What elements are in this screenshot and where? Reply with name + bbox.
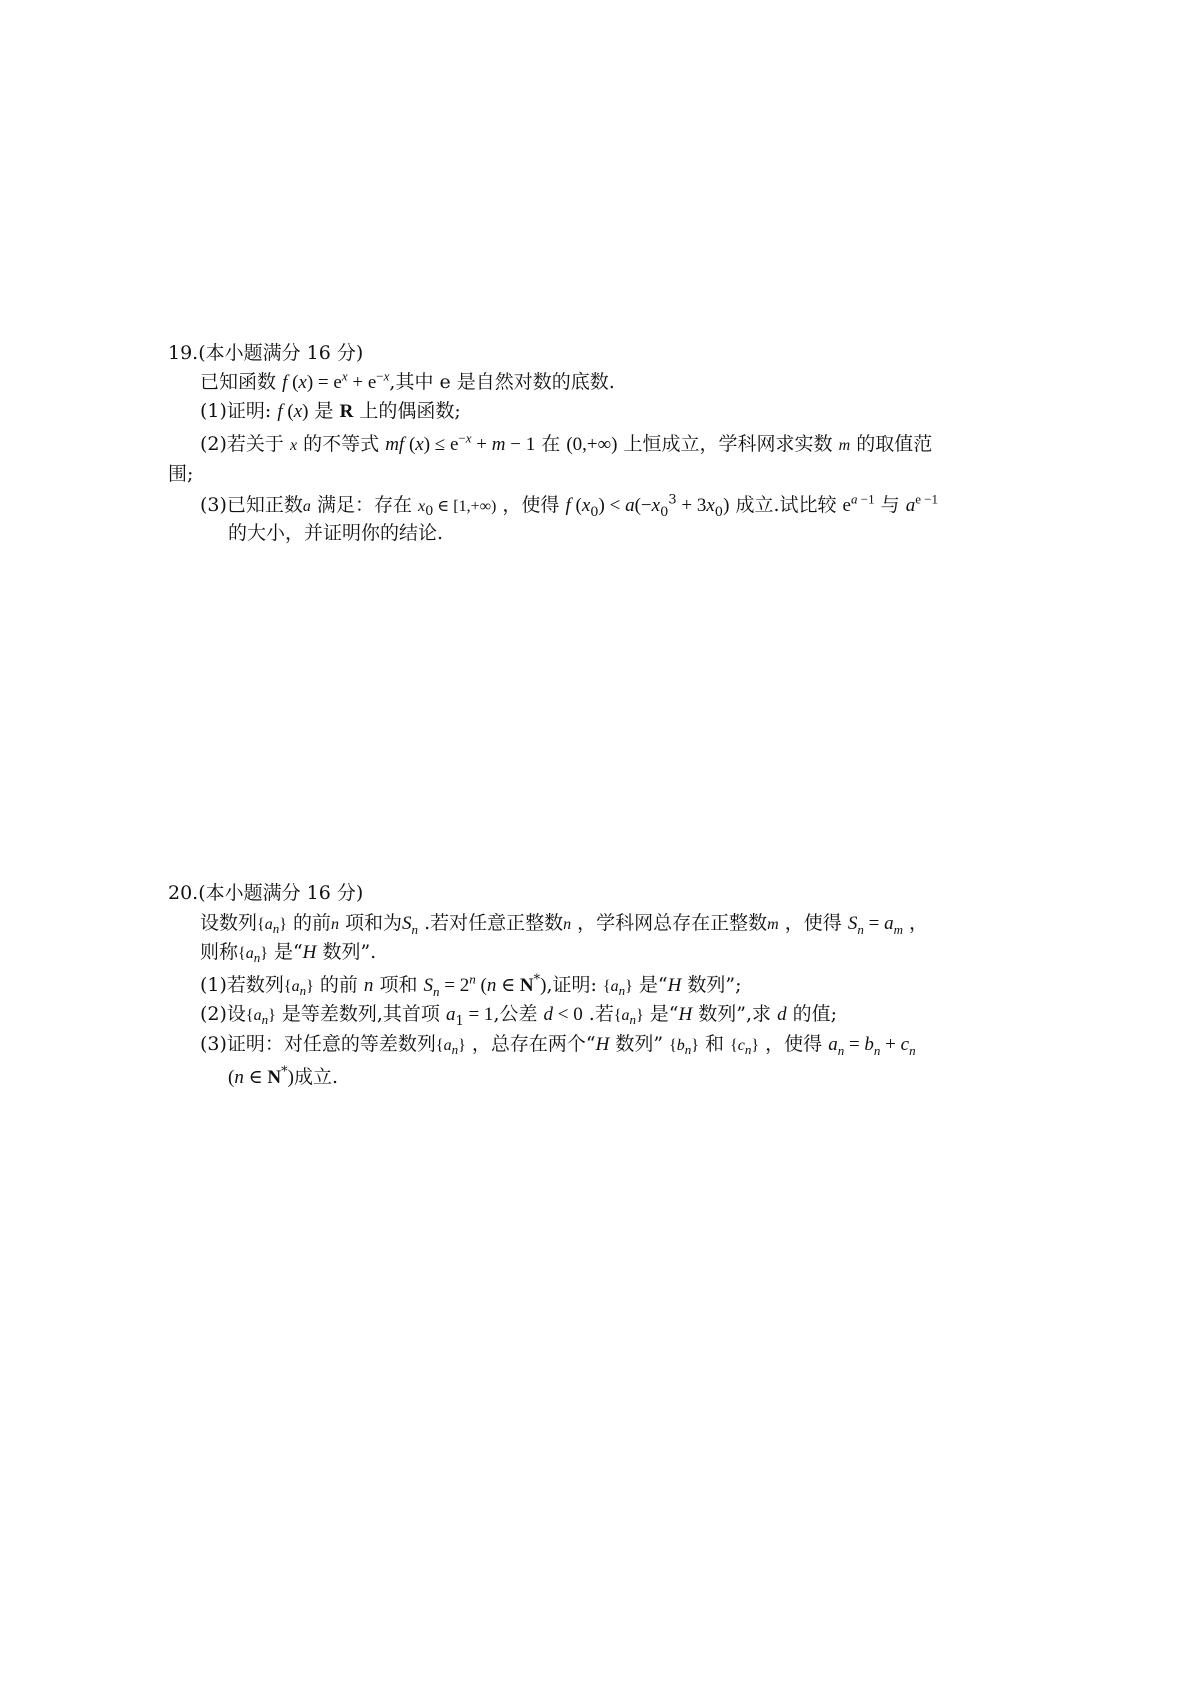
q19-line1: 已知函数 f $(x) = e^x + e^{-x}$,其中 e 是自然对数的底数. [200,368,615,393]
q20-line6: (n ∈ N*)成立. [228,1064,339,1088]
q20-line2: 则称$\{a_n\}$ 是“H 数列”. [200,941,377,966]
q19-line6: 的大小，并证明你的结论. [228,522,444,544]
q19-header: 19.(本小题满分 16 分) [168,342,364,364]
q19-line3: (2)若关于 x 的不等式 mf $(x) \le e^{-x} + m - 1$ 在 (0,+∞) 上恒成立，学科网求实数 m 的取值范 [200,430,933,455]
q19-line4: 围; [168,463,194,485]
q20-header: 20.(本小题满分 16 分) [168,882,364,904]
q20-line4: (2)设$\{a_n\}$ 是等差数列,其首项 $a_1 = 1$,公差 d < 0 .若$\{a_n\}$ 是“H 数列”,求 d 的值; [200,1003,838,1029]
q20-line5: (3)证明：对任意的等差数列$\{a_n\}$ ，总存在两个“H 数列” $\{b_n\}$ 和 $\{c_n\}$ ，使得 $a_n = b_n + c_n$ [200,1033,916,1058]
q20-line1: 设数列$\{a_n\}$ 的前n 项和为$S_n$ .若对任意正整数n ，学科网总存在正整数m ，使得 $S_n = a_m$ ， [200,912,929,937]
q19-line2: (1)证明: f (x) 是 R 上的偶函数; [200,400,461,422]
q20-line3: (1)若数列$\{a_n\}$ 的前 n 项和 $S_n = 2^n$ (n ∈ N*),证明: $\{a_n\}$ 是“H 数列”; [200,971,742,999]
q19-line5: (3)已知正数a 满足：存在 $x_0$ ∈ [1,+∞) ，使得 f $(x_0) < a(-x_0^3 + 3x_0)$ 成立.试比较 $e^{a -1}$ 与 $a^{e -1}$ [200,491,939,520]
